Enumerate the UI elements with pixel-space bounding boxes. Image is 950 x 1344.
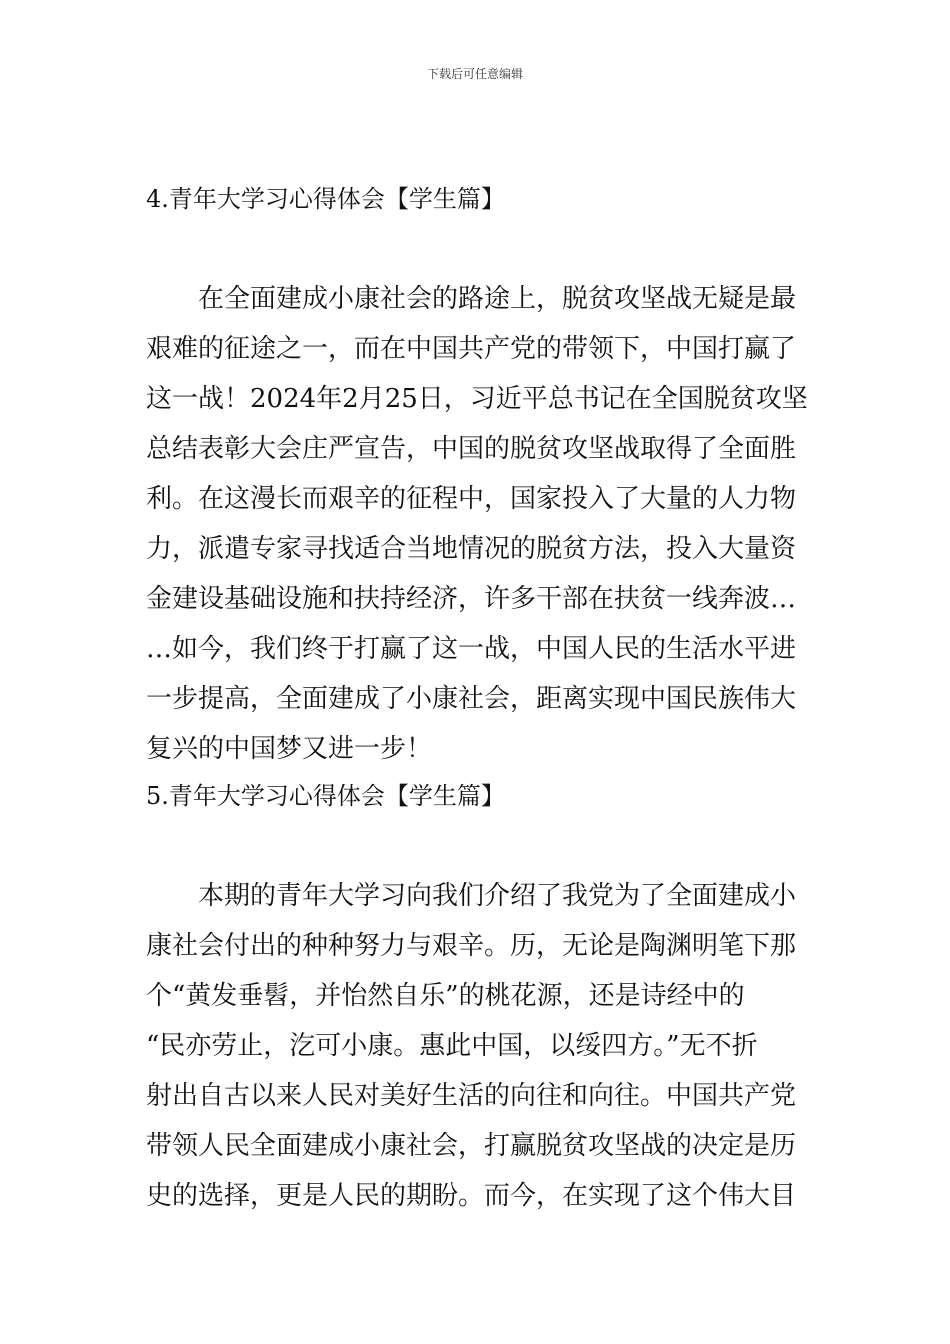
paragraph-line: 康社会付出的种种努力与艰辛。历，无论是陶渊明笔下那 [146,931,797,961]
paragraph-line: 力，派遣专家寻找适合当地情况的脱贫方法，投入大量资 [146,534,797,564]
paragraph-line: 利。在这漫长而艰辛的征程中，国家投入了大量的人力物 [146,484,797,514]
paragraph-line: …如今，我们终于打赢了这一战，中国人民的生活水平进 [146,634,797,664]
header-note: 下载后可任意编辑 [426,67,523,81]
paragraph-line: “民亦劳止，汔可小康。惠此中国，以绥四方。”无不折 [146,1031,758,1061]
paragraph-line: 总结表彰大会庄严宣告，中国的脱贫攻坚战取得了全面胜 [146,434,797,464]
paragraph-line: 金建设基础设施和扶持经济，许多干部在扶贫一线奔波… [146,584,797,614]
paragraph-line: 带领人民全面建成小康社会，打赢脱贫攻坚战的决定是历 [146,1131,797,1161]
paragraph-line: 在全面建成小康社会的路途上，脱贫攻坚战无疑是最 [146,284,797,314]
section-title: 5.青年大学习心得体会【学生篇】 [146,782,505,810]
paragraph-line: 射出自古以来人民对美好生活的向往和向往。中国共产党 [146,1081,797,1111]
paragraph-line: 个“黄发垂髫，并怡然自乐”的桃花源，还是诗经中的 [146,981,745,1011]
paragraph-line: 史的选择，更是人民的期盼。而今，在实现了这个伟大目 [146,1181,797,1211]
paragraph-line: 这一战！2024年2月25日，习近平总书记在全国脱贫攻坚 [146,384,808,414]
section-title: 4.青年大学习心得体会【学生篇】 [146,185,505,213]
paragraph-line: 一步提高，全面建成了小康社会，距离实现中国民族伟大 [146,684,797,714]
paragraph-line: 艰难的征途之一，而在中国共产党的带领下，中国打赢了 [146,334,797,364]
paragraph-line: 本期的青年大学习向我们介绍了我党为了全面建成小 [146,881,797,911]
paragraph-line: 复兴的中国梦又进一步！ [146,734,433,764]
